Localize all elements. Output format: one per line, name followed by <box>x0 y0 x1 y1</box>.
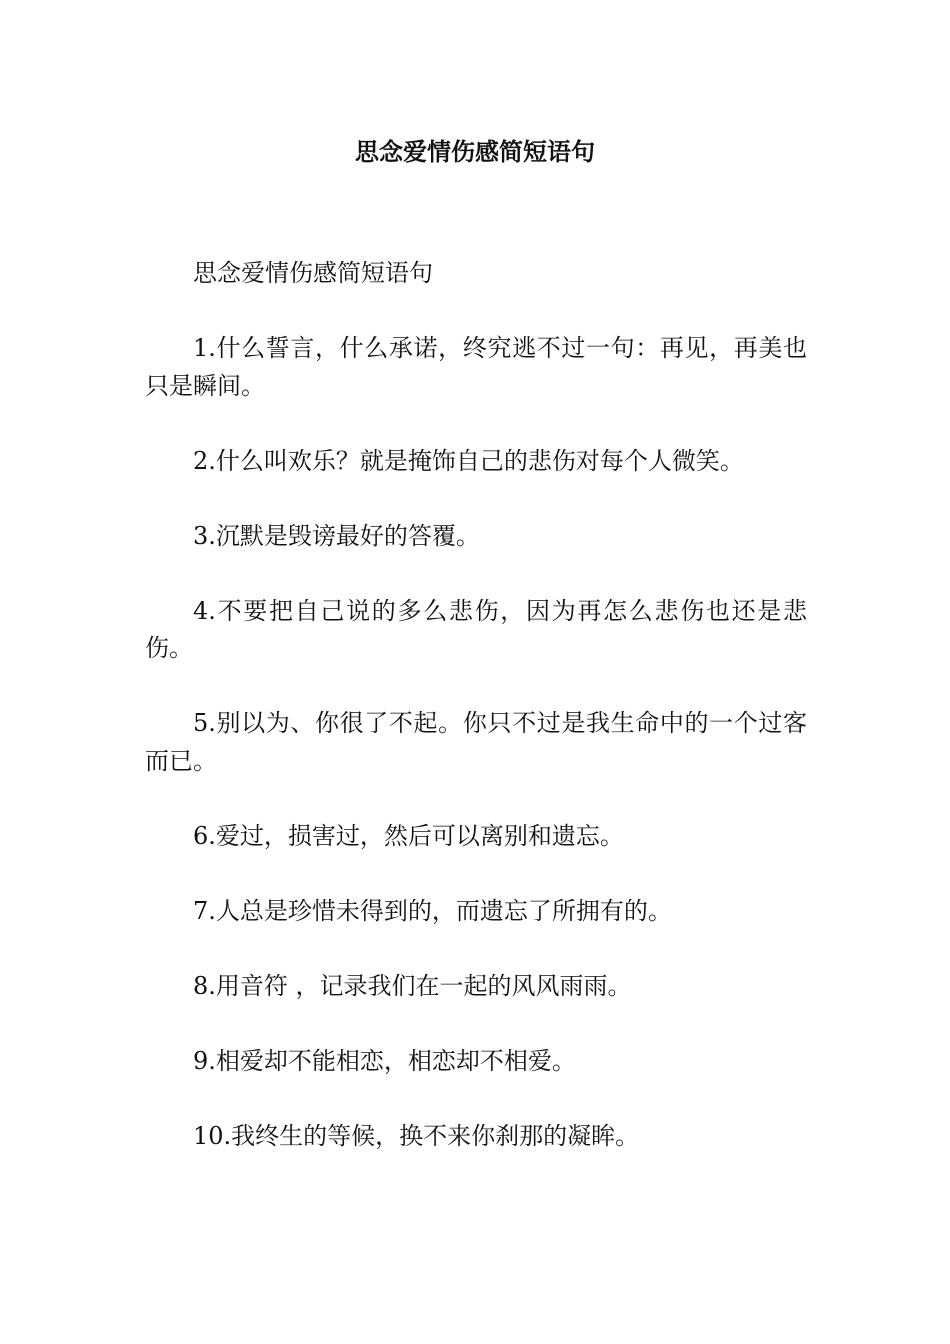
paragraph-item-6: 6.爱过，损害过，然后可以离别和遗忘。 <box>193 821 624 850</box>
paragraph-item-1: 1.什么誓言，什么承诺，终究逃不过一句：再见，再美也只是瞬间。 <box>145 334 807 400</box>
paragraph-item-7: 7.人总是珍惜未得到的，而遗忘了所拥有的。 <box>193 896 672 925</box>
paragraph-item-9: 9.相爱却不能相恋，相恋却不相爱。 <box>193 1046 576 1075</box>
paragraph-item-8: 8.用音符 ，记录我们在一起的风风雨雨。 <box>193 971 632 1000</box>
paragraph-item-2: 2.什么叫欢乐？就是掩饰自己的悲伤对每个人微笑。 <box>193 446 744 475</box>
paragraph-heading: 思念爱情伤感简短语句 <box>193 259 433 287</box>
document-title: 思念爱情伤感简短语句 <box>355 137 595 166</box>
paragraph-item-4: 4.不要把自己说的多么悲伤，因为再怎么悲伤也还是悲伤。 <box>145 596 807 662</box>
document-body <box>145 255 807 1193</box>
paragraph-item-3: 3.沉默是毁谤最好的答覆。 <box>193 521 480 550</box>
paragraph-item-10: 10.我终生的等候，换不来你刹那的凝眸。 <box>193 1121 640 1150</box>
paragraph-item-5: 5.别以为、你很了不起。你只不过是我生命中的一个过客而已。 <box>145 709 807 775</box>
